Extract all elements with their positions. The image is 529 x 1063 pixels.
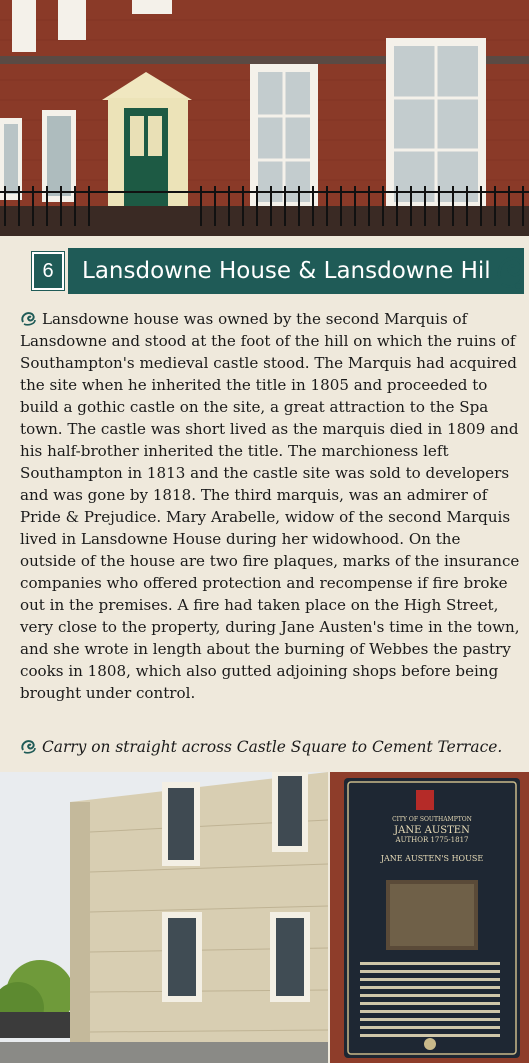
plaque-house: JANE AUSTEN'S HOUSE xyxy=(380,854,484,863)
direction-line xyxy=(20,738,525,756)
body-paragraph xyxy=(20,308,520,704)
section-header xyxy=(32,248,491,294)
plaque-name: JANE AUSTEN xyxy=(394,825,470,836)
swirl-ornament-icon xyxy=(494,248,526,294)
swirl-bullet-icon xyxy=(20,738,38,754)
swirl-bullet-icon xyxy=(20,310,38,326)
section-title: Lansdowne House & Lansdowne Hil xyxy=(82,258,491,284)
plaque-dates: AUTHOR 1775-1817 xyxy=(395,836,469,844)
section-title-bar xyxy=(68,248,524,294)
jane-austen-plaque-photo xyxy=(330,772,529,1063)
terrace-house-photo xyxy=(0,772,328,1063)
lansdowne-house-photo xyxy=(0,0,529,236)
body-text: Lansdowne house was owned by the second Marquis of Lansdowne and stood at the foot of the hill on which the ruins of Southampton's medieval castle stood. The Marquis had acquired the site when he inherited the title in 1805 and proceeded to build a gothic castle on the site, a great attraction to the Spa town. The castle was short lived as the marquis died in 1809 and his half-brother inherited the title. The marchioness left Southampton in 1813 and the castle site was sold to developers and was gone by 1818. The third marquis, was an admirer of Pride & Prejudice. Mary Arabelle, widow of the second Marquis lived in Lansdowne House during her widowhood. On the outside of the house are two fire plaques, marks of the insurance companies who offered protection and recompense if fire broke out in the premises. A fire had taken place on the High Street, very close to the property, during Jane Austen's time in the town, and she wrote in length about the burning of Webbes the pastry cooks in 1808, which also gutted adjoining shops before being brought under control. xyxy=(20,310,520,702)
section-number: 6 xyxy=(32,252,64,290)
plaque-city-line: CITY OF SOUTHAMPTON xyxy=(392,816,472,823)
direction-text: Carry on straight across Castle Square to Cement Terrace. xyxy=(42,738,503,756)
